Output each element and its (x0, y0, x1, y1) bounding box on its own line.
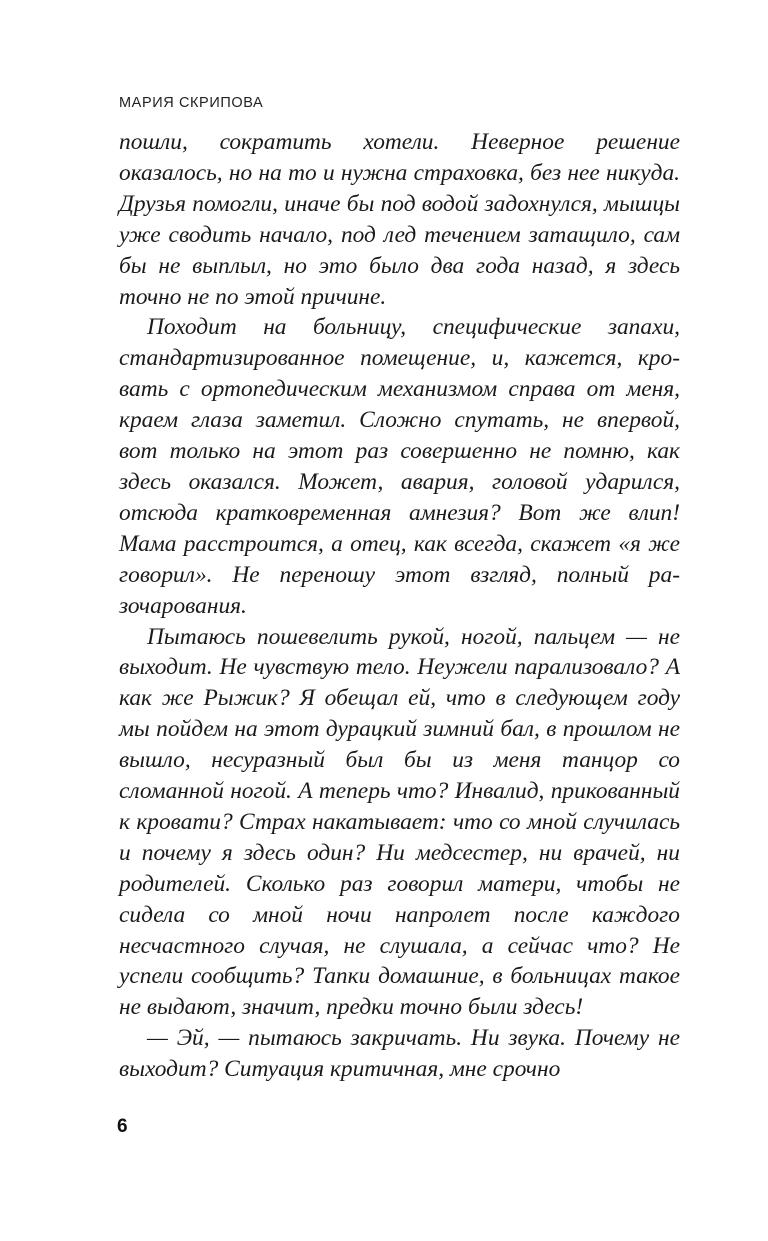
paragraph-dialogue: — Эй, — пытаюсь закричать. Ни звука. Почему не выходит? Ситуация критичная, мне срочно (119, 1025, 680, 1083)
running-head-author: МАРИЯ СКРИПОВА (119, 95, 264, 111)
paragraph-paralysis: Пытаюсь пошевелить рукой, ногой, пальцем — не выходит. Не чувствую тело. Неужели парализовало? А как же Рыжик? Я обещал ей, что в следующем году мы пойдем на этот дурацкий зимний бал, в прошлом не вышло, несуразный был бы из меня танцор со сломанной ногой. А теперь что? Инвалид, прикованный к кровати? Страх накатывает: что со мной случилась и почему я здесь один? Ни медсестер, ни врачей, ни родителей. Сколько раз говорил матери, чтобы не сидела со мной ночи напролет после каждого несчастного случая, не слушала, а сейчас что? Не успели сообщить? Тапки домашние, в больницах такое не выдают, значит, предки точно были здесь! (119, 623, 680, 1021)
page-body-text (119, 127, 680, 1085)
paragraph-hospital: Походит на больницу, специфические запахи, стандартизированное помещение, и, кажется, кровать с ортопедическим механизмом справа от меня, краем глаза заметил. Сложно спутать, не впервой, вот только на этот раз совершенно не помню, как здесь оказался. Может, авария, головой ударился, отсюда кратковременная амнезия? Вот же влип! Мама расстроится, а отец, как всегда, скажет «я же говорил». Не переношу этот взгляд, полный разочарования. (119, 314, 680, 619)
paragraph-continuation: пошли, сократить хотели. Неверное решение оказалось, но на то и нужна страховка, без нее никуда. Друзья помогли, иначе бы под водой задохнулся, мышцы уже сводить начало, под лед течением затащило, сам бы не выплыл, но это было два года назад, я здесь точно не по этой причине. (119, 129, 680, 310)
page-number: 6 (117, 1116, 128, 1137)
